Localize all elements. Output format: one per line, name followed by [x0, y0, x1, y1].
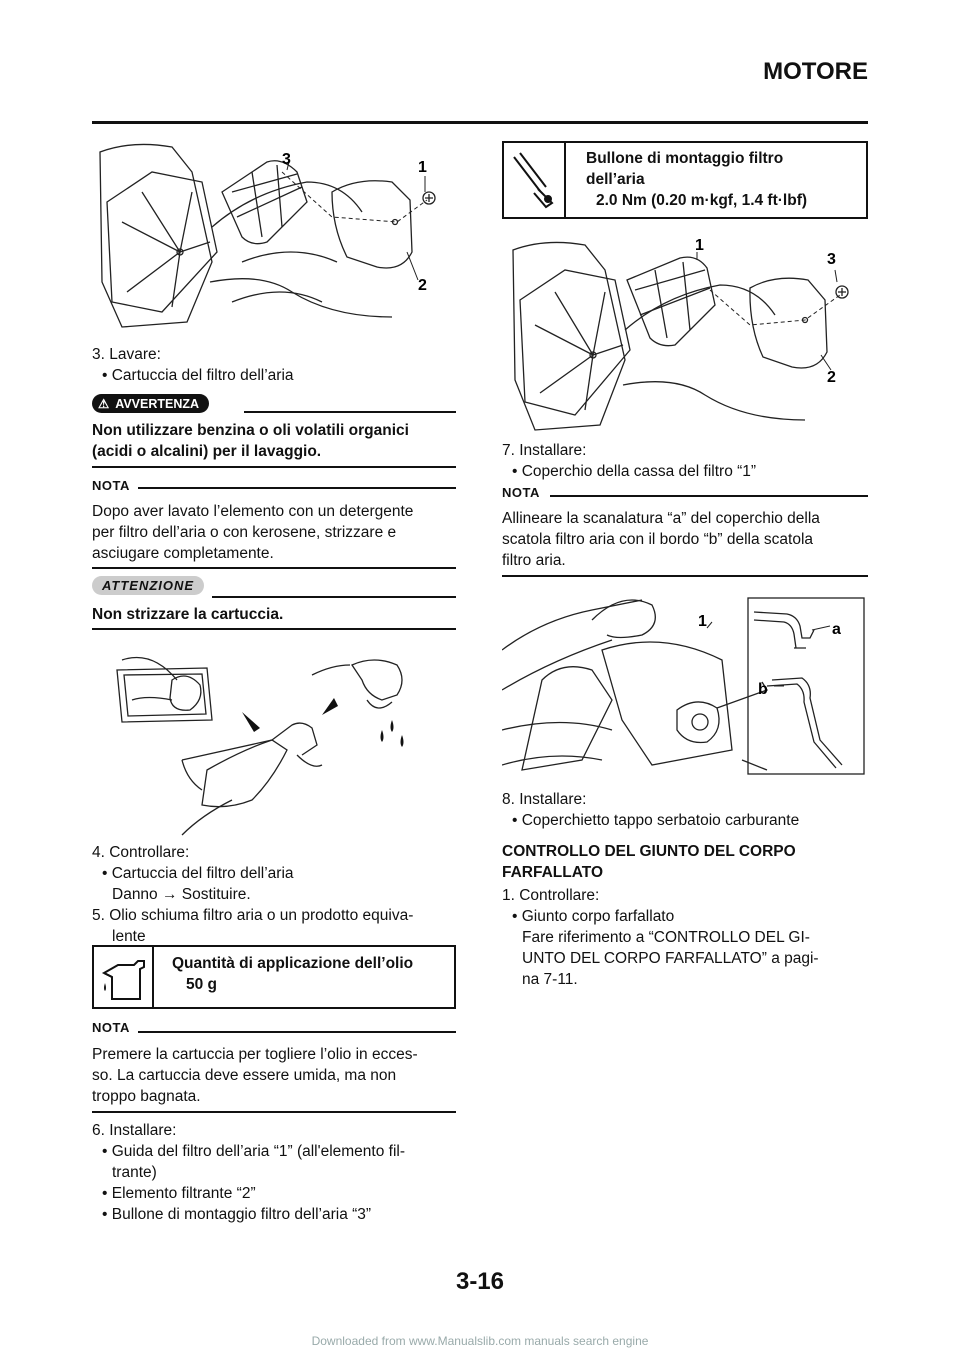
attenzione-bottom-rule: [92, 628, 456, 630]
nota-1-line-3: asciugare completamente.: [92, 545, 274, 562]
figure-air-filter-install: [505, 230, 867, 435]
nota-1-line-1: Dopo aver lavato l’elemento con un detergente: [92, 503, 414, 520]
warning-badge-label: AVVERTENZA: [115, 396, 200, 411]
nota-1-line-2: per filtro dell’aria o con kerosene, strizzare e: [92, 524, 397, 541]
attenzione-text: Non strizzare la cartuccia.: [92, 606, 284, 623]
check-step-1-ref-3: na 7-11.: [522, 971, 578, 988]
step-6-bullet-2: • Elemento filtrante “2”: [102, 1185, 256, 1202]
fig3-label-1: 1: [698, 613, 707, 630]
footer-watermark: Downloaded from www.Manualslib.com manuals search engine: [311, 1334, 649, 1348]
nota-2-label: NOTA: [92, 1020, 130, 1035]
step-4-title: 4. Controllare:: [92, 844, 190, 861]
step-6-bullet-1b: trante): [112, 1164, 157, 1181]
step-3-title: 3. Lavare:: [92, 346, 161, 363]
warning-line-2: (acidi o alcalini) per il lavaggio.: [92, 443, 322, 460]
nota-2-line-2: so. La cartuccia deve essere umida, ma non: [92, 1067, 397, 1084]
step-4-action: Danno → Sostituire.: [112, 886, 251, 903]
nota-3-line-1: Allineare la scanalatura “a” del coperchio della: [502, 510, 820, 527]
nota-1-top-rule: [138, 487, 456, 489]
nota-3-line-2: scatola filtro aria con il bordo “b” della scatola: [502, 531, 814, 548]
oil-box-title: Quantità di applicazione dell’olio: [172, 955, 414, 972]
check-step-1-ref-1: Fare riferimento a “CONTROLLO DEL GI-: [522, 929, 810, 946]
nota-3-bottom-rule: [502, 575, 868, 577]
torque-box: [502, 141, 868, 219]
attenzione-top-rule: [212, 596, 456, 598]
oil-box-value: 50 g: [186, 976, 218, 993]
torque-wrench-icon: [510, 151, 560, 211]
oil-box-divider: [152, 947, 154, 1007]
warning-badge: [92, 394, 209, 413]
page-header-title: MOTORE: [763, 58, 868, 85]
nota-2-line-3: troppo bagnata.: [92, 1088, 201, 1105]
figure-washing-cartridge: [112, 640, 442, 840]
nota-1-bottom-rule: [92, 567, 456, 569]
fig1-label-2: 2: [418, 277, 427, 294]
step-5-line-2: lente: [112, 928, 146, 945]
check-step-1-title: 1. Controllare:: [502, 887, 600, 904]
step-7-title: 7. Installare:: [502, 442, 587, 459]
fig2-label-3: 3: [827, 251, 836, 268]
check-step-1-ref-2: UNTO DEL CORPO FARFALLATO” a pagi-: [522, 950, 819, 967]
nota-1-label: NOTA: [92, 478, 130, 493]
fig1-label-1: 1: [418, 159, 427, 176]
torque-box-divider: [564, 143, 566, 217]
warning-line-1: Non utilizzare benzina o oli volatili organici: [92, 422, 409, 439]
nota-3-top-rule: [550, 495, 868, 497]
nota-3-line-3: filtro aria.: [502, 552, 566, 569]
attenzione-badge-label: ATTENZIONE: [92, 576, 204, 595]
step-5-line-1: 5. Olio schiuma filtro aria o un prodotto equiva-: [92, 907, 414, 924]
oil-can-icon: [98, 953, 150, 1003]
page-number: 3-16: [455, 1268, 505, 1295]
step-3-bullet: • Cartuccia del filtro dell’aria: [102, 367, 294, 384]
fig2-label-2: 2: [827, 369, 836, 386]
attenzione-badge: [92, 577, 204, 595]
warning-top-rule: [244, 411, 456, 413]
fig1-label-3: 3: [282, 151, 291, 168]
fig2-label-1: 1: [695, 237, 704, 254]
warning-bottom-rule: [92, 466, 456, 468]
figure-air-filter-components: [92, 132, 452, 332]
check-step-1-bullet: • Giunto corpo farfallato: [512, 908, 675, 925]
fig3-label-b: b: [758, 681, 768, 698]
step-8-title: 8. Installare:: [502, 791, 587, 808]
step-7-bullet: • Coperchio della cassa del filtro “1”: [512, 463, 757, 480]
warning-icon: ⚠: [98, 397, 110, 411]
oil-quantity-box: [92, 945, 456, 1009]
step-6-bullet-1a: • Guida del filtro dell’aria “1” (all'elemento fil-: [102, 1143, 406, 1160]
fig3-label-a: a: [832, 621, 841, 638]
header-rule: [92, 121, 868, 124]
step-4-bullet: • Cartuccia del filtro dell’aria: [102, 865, 294, 882]
torque-box-line-2: dell’aria: [586, 171, 645, 188]
section-title-line-1: CONTROLLO DEL GIUNTO DEL CORPO: [502, 843, 796, 860]
torque-box-value: 2.0 Nm (0.20 m·kgf, 1.4 ft·lbf): [596, 192, 808, 209]
nota-3-label: NOTA: [502, 485, 540, 500]
step-6-bullet-3: • Bullone di montaggio filtro dell’aria “3”: [102, 1206, 372, 1223]
nota-2-bottom-rule: [92, 1111, 456, 1113]
step-8-bullet: • Coperchietto tappo serbatoio carburante: [512, 812, 800, 829]
nota-2-top-rule: [138, 1031, 456, 1033]
torque-box-line-1: Bullone di montaggio filtro: [586, 150, 784, 167]
nota-2-line-1: Premere la cartuccia per togliere l’olio in ecces-: [92, 1046, 418, 1063]
step-6-title: 6. Installare:: [92, 1122, 177, 1139]
figure-cover-alignment: [502, 590, 868, 780]
section-title-line-2: FARFALLATO: [502, 864, 604, 881]
